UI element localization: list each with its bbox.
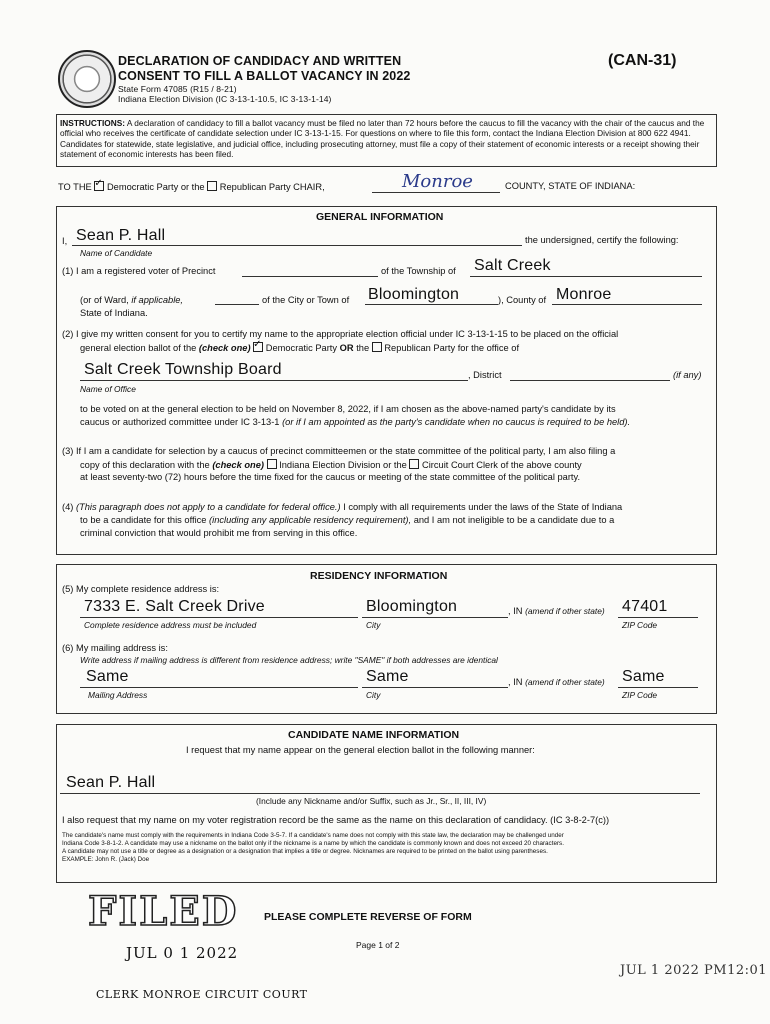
if-any: (if any) <box>673 370 702 380</box>
p2-b1: general election ballot of the <box>80 343 197 353</box>
district-label: , District <box>468 370 502 380</box>
p5-text: (5) My complete residence address is: <box>62 584 220 594</box>
i-label: I, <box>62 236 68 246</box>
mail-in-label <box>508 677 605 687</box>
p4-line-b <box>80 515 614 525</box>
to-suffix: COUNTY, STATE OF INDIANA: <box>505 181 636 191</box>
page-number: Page 1 of 2 <box>356 940 400 950</box>
rep-party-checkbox[interactable] <box>372 342 382 352</box>
received-stamp: JUL 1 2022 PM12:01 <box>620 963 768 978</box>
title-line-2: CONSENT TO FILL A BALLOT VACANCY IN 2022 <box>118 69 411 83</box>
office-caption: Name of Office <box>80 384 136 394</box>
general-heading: GENERAL INFORMATION <box>316 211 444 223</box>
division-line: Indiana Election Division (IC 3-13-1-10.5, IC 3-13-1-14) <box>118 94 332 104</box>
form-title <box>118 54 410 104</box>
p3-line-c: at least seventy-two (72) hours before the time fixed for the caucus or meeting of the state committee of the political party. <box>80 472 581 482</box>
mail-zip-caption: ZIP Code <box>622 690 658 700</box>
residence-city-field[interactable]: Bloomington <box>366 598 458 615</box>
mail-city-caption: City <box>366 690 381 700</box>
republican-checkbox[interactable] <box>207 181 217 191</box>
city-caption: City <box>366 620 381 630</box>
p4-line-a <box>62 502 622 512</box>
in-text: , IN <box>508 606 523 616</box>
p2-b2: (check one) <box>198 343 251 353</box>
election-division-checkbox[interactable] <box>267 459 277 469</box>
filed-stamp: FILED <box>88 888 239 935</box>
zip-caption: ZIP Code <box>622 620 658 630</box>
p3-b1: copy of this declaration with the <box>80 460 210 470</box>
dem-label: Democratic Party or the <box>106 182 205 192</box>
ward-b: if applicable, <box>131 295 184 305</box>
dem-party-checkbox[interactable] <box>253 342 263 352</box>
p3-b3: Indiana Election Division or the <box>279 460 407 470</box>
fine-print <box>62 832 712 864</box>
state-line: State of Indiana. <box>80 308 148 318</box>
p2-b3: Democratic Party <box>265 343 338 353</box>
to-line <box>58 181 325 192</box>
fine-1: The candidate's name must comply with the requirements in Indiana Code 3-5-7. If a candidate's name does not comply with this state law, the declaration may be challenged under <box>62 832 564 839</box>
township-field[interactable]: Salt Creek <box>474 257 551 274</box>
p4-b3: and I am not ineligible to be a candidate due to a <box>413 515 615 525</box>
p2-line-c2 <box>80 417 630 427</box>
circuit-clerk-checkbox[interactable] <box>409 459 419 469</box>
mailing-address-field[interactable]: Same <box>86 668 129 685</box>
mail-caption: Mailing Address <box>88 690 148 700</box>
mail-amend-text: (amend if other state) <box>525 677 605 687</box>
fine-2: Indiana Code 3-8-1-2. A candidate may use a nickname on the ballot only if the nickname is a name by which the candidate is commonly known and does not exceed 20 characters. <box>62 840 564 847</box>
mailing-city-field[interactable]: Same <box>366 668 409 685</box>
state-form-number: State Form 47085 (R15 / 8-21) <box>118 84 237 94</box>
residence-zip-field[interactable]: 47401 <box>622 598 668 615</box>
city-label: of the City or Town of <box>262 295 350 305</box>
instructions <box>60 118 716 159</box>
mailing-zip-field[interactable]: Same <box>622 668 665 685</box>
p2-line-c1: to be voted on at the general election to be held on November 8, 2022, if I am chosen as the above-named party's candidate by its <box>80 404 616 414</box>
complete-reverse: PLEASE COMPLETE REVERSE OF FORM <box>264 911 472 923</box>
p6-text: (6) My mailing address is: <box>62 643 168 653</box>
township-label: of the Township of <box>381 266 456 276</box>
undersigned-text: the undersigned, certify the following: <box>525 235 679 245</box>
p4-a3: I comply with all requirements under the laws of the State of Indiana <box>343 502 623 512</box>
address-caption: Complete residence address must be included <box>84 620 257 630</box>
indiana-seal-icon <box>58 50 116 108</box>
residence-address-field[interactable]: 7333 E. Salt Creek Drive <box>84 598 265 615</box>
in-label <box>508 606 605 616</box>
county-field[interactable]: Monroe <box>556 286 612 303</box>
p2-line-b <box>80 342 519 353</box>
ward-a: (or of Ward, <box>80 295 129 305</box>
candidate-name-field[interactable]: Sean P. Hall <box>76 227 166 244</box>
p4-b2: (including any applicable residency requirement), <box>209 515 412 525</box>
democratic-checkbox[interactable] <box>94 181 104 191</box>
p4-a2: (This paragraph does not apply to a candidate for federal office.) <box>75 502 341 512</box>
ballot-name-field[interactable]: Sean P. Hall <box>66 774 156 791</box>
office-field[interactable]: Salt Creek Township Board <box>84 361 282 378</box>
county-label: ), County of <box>498 295 547 305</box>
residency-heading: RESIDENCY INFORMATION <box>310 570 448 582</box>
p3-line-a: (3) If I am a candidate for selection by a caucus of precinct committeemen or the state committee of the political party, I am also filing a <box>62 446 616 456</box>
p4-a1: (4) <box>62 502 74 512</box>
p6-note: Write address if mailing address is different from residence address; write "SAME" if both addresses are identical <box>80 655 498 665</box>
fine-3: A candidate may not use a title or degree as a designation or a designation that implies a title or degree. Nicknames are required to be printed on the ballot using parentheses. <box>62 848 548 855</box>
name-caption: Name of Candidate <box>80 248 153 258</box>
p4-b1: to be a candidate for this office <box>80 515 207 525</box>
p2-b4: OR <box>339 343 354 353</box>
city-field[interactable]: Bloomington <box>368 286 460 303</box>
p4-line-c: criminal conviction that would prohibit me from serving in this office. <box>80 528 358 538</box>
county-handwritten[interactable]: Monroe <box>402 171 473 192</box>
p1-text: (1) I am a registered voter of Precinct <box>62 266 216 276</box>
nickname-note: (Include any Nickname and/or Suffix, such as Jr., Sr., II, III, IV) <box>256 796 487 806</box>
p3-line-b <box>80 459 582 470</box>
ward-line <box>80 295 183 305</box>
filed-date-stamp: JUL 0 1 2022 <box>126 944 239 962</box>
p2-b6: Republican Party for the office of <box>384 343 520 353</box>
also-request-text: I also request that my name on my voter registration record be the same as the name on this declaration of candidacy. (IC 3-8-2-7(c)) <box>62 815 610 825</box>
to-prefix: TO THE <box>58 182 92 192</box>
p2-b5: the <box>356 343 370 353</box>
rep-label: Republican Party CHAIR, <box>219 182 325 192</box>
candidate-name-heading: CANDIDATE NAME INFORMATION <box>288 729 460 741</box>
p2-c3: (or if I am appointed as the party's candidate when no caucus is required to be held). <box>282 417 631 427</box>
title-line-1: DECLARATION OF CANDIDACY AND WRITTEN <box>118 54 402 68</box>
instructions-text: A declaration of candidacy to fill a ballot vacancy must be filed no later than 72 hours before the caucus to fill the vacancy with the chair of the caucus and the official who receives the certificate of candidate selection under IC 3-13-1-15. For questions on where to file this form, contact the Indiana Election Division at 800 622 4941. Candidates for statewide, state legislative, and judicial office, including prosecuting attorney, must file a copy of their statement of economic interests or a receipt showing their statement of economic interests has been filed. <box>60 118 705 159</box>
fine-4: EXAMPLE: John R. (Jack) Doe <box>62 856 150 863</box>
amend-text: (amend if other state) <box>525 606 605 616</box>
request-text: I request that my name appear on the general election ballot in the following manner: <box>186 745 535 755</box>
p3-b2: (check one) <box>212 460 264 470</box>
instructions-label: INSTRUCTIONS: <box>60 118 125 128</box>
form-code: (CAN-31) <box>608 52 677 69</box>
p2-line-a: (2) I give my written consent for you to certify my name to the appropriate election official under IC 3-13-1-15 to be placed on the official <box>62 329 619 339</box>
clerk-stamp: CLERK MONROE CIRCUIT COURT <box>96 988 308 1001</box>
mail-in-text: , IN <box>508 677 523 687</box>
p3-b4: Circuit Court Clerk of the above county <box>422 460 582 470</box>
p2-c2: caucus or authorized committee under IC 3-13-1 <box>80 417 280 427</box>
